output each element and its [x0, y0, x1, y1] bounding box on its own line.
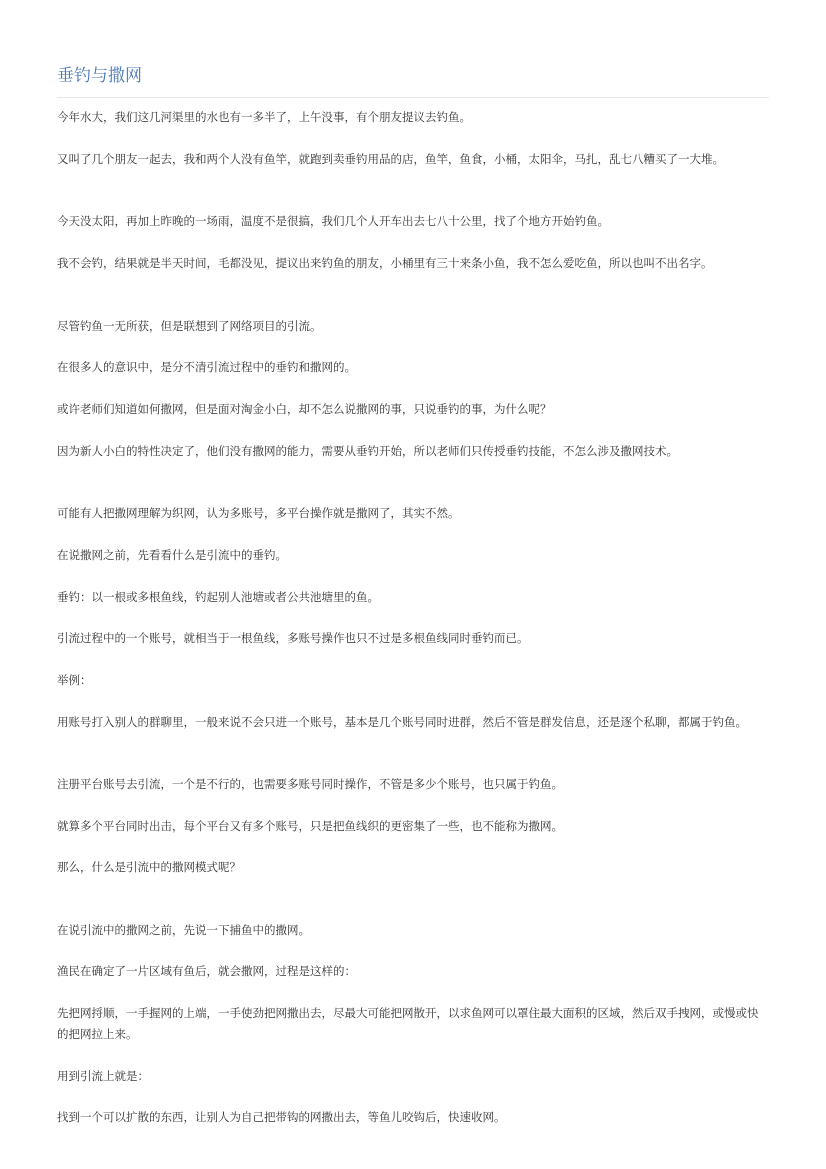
- title-divider: [57, 97, 769, 98]
- paragraph: 在很多人的意识中，是分不清引流过程中的垂钓和撒网的。: [57, 360, 356, 374]
- paragraph: 用到引流上就是：: [57, 1069, 149, 1083]
- paragraph: 就算多个平台同时出击，每个平台又有多个账号，只是把鱼线织的更密集了一些，也不能称为撒网。: [57, 819, 563, 833]
- paragraph: 渔民在确定了一片区域有鱼后，就会撒网，过程是这样的：: [57, 964, 356, 978]
- paragraph: 引流过程中的一个账号，就相当于一根鱼线，多账号操作也只不过是多根鱼线同时垂钓而已。: [57, 631, 529, 645]
- paragraph: 或许老师们知道如何撒网，但是面对淘金小白，却不怎么说撒网的事，只说垂钓的事，为什么呢？: [57, 402, 552, 416]
- paragraph: 尽管钓鱼一无所获，但是联想到了网络项目的引流。: [57, 319, 322, 333]
- article-title: 垂钓与撒网: [57, 66, 142, 86]
- paragraph: 今天没太阳，再加上昨晚的一场雨，温度不是很搞，我们几个人开车出去七八十公里，找了个地方开始钓鱼。: [57, 214, 609, 228]
- paragraph: 垂钓：以一根或多根鱼线，钓起别人池塘或者公共池塘里的鱼。: [57, 590, 379, 604]
- paragraph: 注册平台账号去引流，一个是不行的，也需要多账号同时操作，不管是多少个账号，也只属于钓鱼。: [57, 777, 563, 791]
- paragraph: 举例：: [57, 673, 92, 687]
- paragraph: 在说引流中的撒网之前，先说一下捕鱼中的撒网。: [57, 923, 310, 937]
- paragraph: 因为新人小白的特性决定了，他们没有撒网的能力，需要从垂钓开始，所以老师们只传授垂钓技能，不怎么涉及撒网技术。: [57, 444, 678, 458]
- paragraph: 用账号打入别人的群聊里，一般来说不会只进一个账号，基本是几个账号同时进群，然后不管是群发信息，还是逐个私聊，都属于钓鱼。: [57, 715, 747, 729]
- paragraph: 又叫了几个朋友一起去，我和两个人没有鱼竿，就跑到卖垂钓用品的店，鱼竿，鱼食，小桶，太阳伞，马扎，乱七八糟买了一大堆。: [57, 152, 724, 166]
- paragraph: 我不会钓，结果就是半天时间，毛都没见，提议出来钓鱼的朋友，小桶里有三十来条小鱼，我不怎么爱吃鱼，所以也叫不出名字。: [57, 256, 713, 270]
- paragraph: 今年水大，我们这几河渠里的水也有一多半了，上午没事，有个朋友提议去钓鱼。: [57, 110, 471, 124]
- paragraph: 可能有人把撒网理解为织网，认为多账号，多平台操作就是撒网了，其实不然。: [57, 506, 460, 520]
- paragraph: 先把网捋顺，一手握网的上端，一手使劲把网撒出去，尽最大可能把网散开，以求鱼网可以罩住最大面积的区域，然后双手拽网，或慢或快的把网拉上来。: [57, 1006, 759, 1041]
- paragraph: 那么，什么是引流中的撒网模式呢？: [57, 860, 241, 874]
- paragraph: 在说撒网之前，先看看什么是引流中的垂钓。: [57, 548, 287, 562]
- paragraph: 找到一个可以扩散的东西，让别人为自己把带钩的网撒出去，等鱼儿咬钩后，快速收网。: [57, 1110, 506, 1124]
